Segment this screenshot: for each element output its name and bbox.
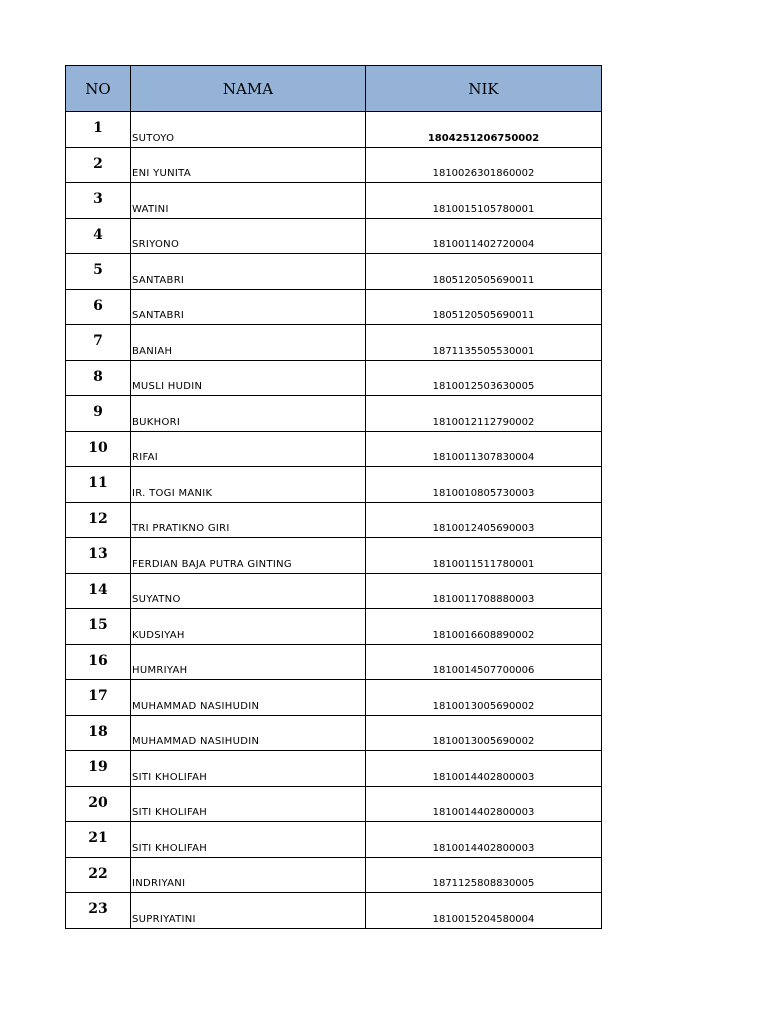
table-row <box>66 467 602 503</box>
cell-nama: INDRIYANI <box>131 857 366 893</box>
cell-nik: 1810010805730003 <box>366 467 602 503</box>
cell-no: 2 <box>66 147 131 183</box>
cell-no: 18 <box>66 715 131 751</box>
cell-no: 7 <box>66 325 131 361</box>
table-row <box>66 502 602 538</box>
cell-no: 19 <box>66 751 131 787</box>
table-row <box>66 715 602 751</box>
cell-no: 20 <box>66 786 131 822</box>
cell-nama: WATINI <box>131 183 366 219</box>
cell-nik: 1810015204580004 <box>366 893 602 929</box>
table-row <box>66 857 602 893</box>
cell-no: 11 <box>66 467 131 503</box>
cell-nama: SUYATNO <box>131 573 366 609</box>
cell-nama: ENI YUNITA <box>131 147 366 183</box>
cell-nama: MUHAMMAD NASIHUDIN <box>131 680 366 716</box>
cell-nama: KUDSIYAH <box>131 609 366 645</box>
cell-nama: MUHAMMAD NASIHUDIN <box>131 715 366 751</box>
cell-nik: 1810015105780001 <box>366 183 602 219</box>
cell-nama: SUTOYO <box>131 112 366 148</box>
table-row <box>66 183 602 219</box>
table-row <box>66 112 602 148</box>
header-no: NO <box>66 66 131 112</box>
cell-nik: 1810011708880003 <box>366 573 602 609</box>
cell-nik: 1810011402720004 <box>366 218 602 254</box>
cell-nik: 1804251206750002 <box>366 112 602 148</box>
table-row <box>66 573 602 609</box>
cell-nama: IR. TOGI MANIK <box>131 467 366 503</box>
table-row <box>66 360 602 396</box>
cell-no: 15 <box>66 609 131 645</box>
table-row <box>66 786 602 822</box>
header-row <box>66 66 602 112</box>
cell-nik: 1871125808830005 <box>366 857 602 893</box>
cell-no: 17 <box>66 680 131 716</box>
cell-nik: 1871135505530001 <box>366 325 602 361</box>
header-nama: NAMA <box>131 66 366 112</box>
table-row <box>66 147 602 183</box>
cell-nik: 1810013005690002 <box>366 715 602 751</box>
cell-nama: MUSLI HUDIN <box>131 360 366 396</box>
table-row <box>66 431 602 467</box>
cell-no: 9 <box>66 396 131 432</box>
cell-no: 12 <box>66 502 131 538</box>
table-row <box>66 680 602 716</box>
cell-nik: 1810012112790002 <box>366 396 602 432</box>
spreadsheet-page <box>65 65 601 929</box>
cell-no: 10 <box>66 431 131 467</box>
table-body <box>66 112 602 929</box>
cell-nama: SRIYONO <box>131 218 366 254</box>
cell-no: 8 <box>66 360 131 396</box>
table-row <box>66 822 602 858</box>
cell-nik: 1810014402800003 <box>366 786 602 822</box>
cell-no: 14 <box>66 573 131 609</box>
cell-no: 5 <box>66 254 131 290</box>
cell-nama: SITI KHOLIFAH <box>131 751 366 787</box>
table-row <box>66 325 602 361</box>
cell-nik: 1810016608890002 <box>366 609 602 645</box>
table-row <box>66 538 602 574</box>
table-row <box>66 218 602 254</box>
cell-nama: SANTABRI <box>131 289 366 325</box>
cell-nik: 1810014402800003 <box>366 751 602 787</box>
cell-nik: 1810011511780001 <box>366 538 602 574</box>
cell-nik: 1810026301860002 <box>366 147 602 183</box>
cell-nik: 1805120505690011 <box>366 289 602 325</box>
cell-no: 4 <box>66 218 131 254</box>
header-nik: NIK <box>366 66 602 112</box>
table-row <box>66 396 602 432</box>
cell-no: 13 <box>66 538 131 574</box>
cell-nik: 1810011307830004 <box>366 431 602 467</box>
table-row <box>66 893 602 929</box>
cell-nama: SITI KHOLIFAH <box>131 786 366 822</box>
cell-nama: SANTABRI <box>131 254 366 290</box>
cell-nik: 1810013005690002 <box>366 680 602 716</box>
cell-nama: TRI PRATIKNO GIRI <box>131 502 366 538</box>
table-row <box>66 644 602 680</box>
cell-nama: HUMRIYAH <box>131 644 366 680</box>
cell-nik: 1810014507700006 <box>366 644 602 680</box>
cell-no: 1 <box>66 112 131 148</box>
cell-nik: 1810012405690003 <box>366 502 602 538</box>
data-table <box>65 65 602 929</box>
cell-nama: BANIAH <box>131 325 366 361</box>
cell-nama: SITI KHOLIFAH <box>131 822 366 858</box>
cell-nama: SUPRIYATINI <box>131 893 366 929</box>
cell-nik: 1810012503630005 <box>366 360 602 396</box>
cell-nama: FERDIAN BAJA PUTRA GINTING <box>131 538 366 574</box>
cell-no: 3 <box>66 183 131 219</box>
cell-nama: RIFAI <box>131 431 366 467</box>
cell-nama: BUKHORI <box>131 396 366 432</box>
table-row <box>66 609 602 645</box>
table-row <box>66 254 602 290</box>
cell-no: 22 <box>66 857 131 893</box>
cell-no: 23 <box>66 893 131 929</box>
cell-no: 16 <box>66 644 131 680</box>
table-row <box>66 289 602 325</box>
cell-no: 6 <box>66 289 131 325</box>
cell-no: 21 <box>66 822 131 858</box>
cell-nik: 1810014402800003 <box>366 822 602 858</box>
table-row <box>66 751 602 787</box>
cell-nik: 1805120505690011 <box>366 254 602 290</box>
